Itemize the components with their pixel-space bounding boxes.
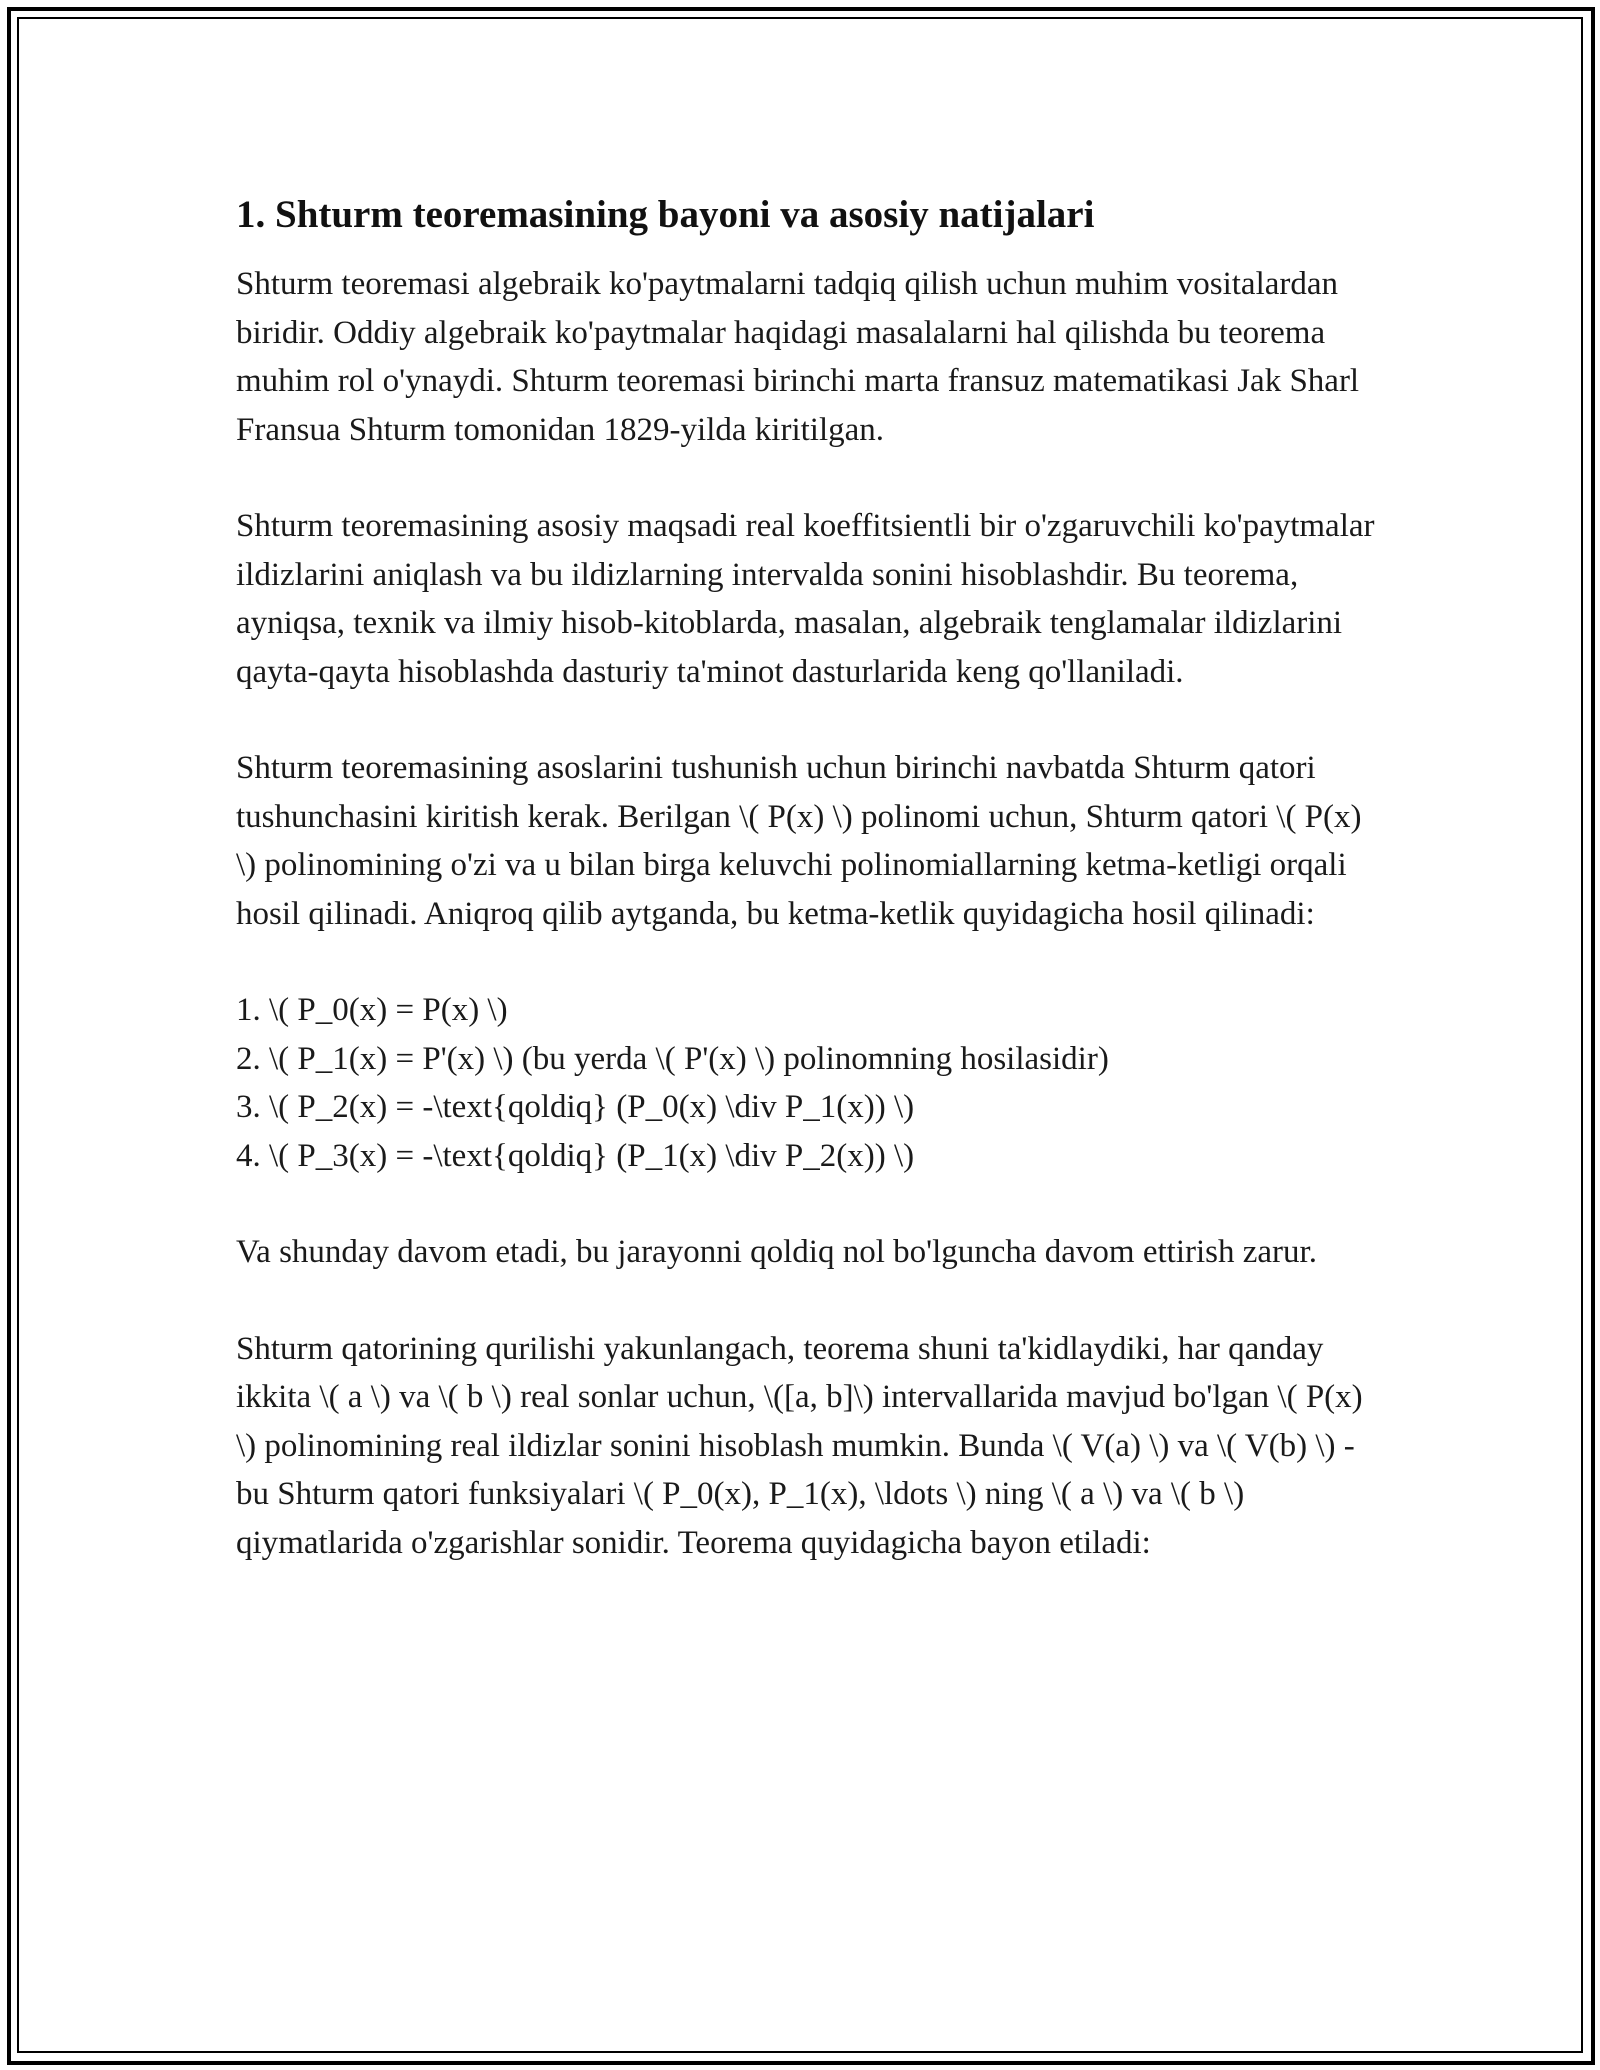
sturm-sequence-list [236, 986, 1386, 1180]
paragraph-theorem-intro: Shturm qatorining qurilishi yakunlangach, teorema shuni ta'kidlaydiki, har qanday ikkita \( a \) va \( b \) real sonlar uchun, \([a, b]\) intervallarida mavjud bo'lgan \( P(x) \) polinomining real ildizlar sonini hisoblash mumkin. Bunda \( V(a) \) va \( V(b) \) - bu Shturm qatori funksiyalari \( P_0(x), P_1(x), \ldots \) ning \( a \) va \( b \) qiymatlarida o'zgarishlar sonidir. Teorema quyidagicha bayon etiladi: [236, 1330, 1363, 1561]
paragraph-intro: Shturm teoremasi algebraik ko'paytmalarni tadqiq qilish uchun muhim vositalardan biridir. Oddiy algebraik ko'paytmalar haqidagi masalalarni hal qilishda bu teorema muhim rol o'ynaydi. Shturm teoremasi birinchi marta fransuz matematikasi Jak Sharl Fransua Shturm tomonidan 1829-yilda kiritilgan. [236, 266, 1360, 448]
list-item: 3. \( P_2(x) = -\text{qoldiq} (P_0(x) \div P_1(x)) \) [236, 1089, 915, 1125]
list-item: 4. \( P_3(x) = -\text{qoldiq} (P_1(x) \div P_2(x)) \) [236, 1137, 915, 1174]
paragraph-sturm-sequence: Shturm teoremasining asoslarini tushunish uchun birinchi navbatda Shturm qatori tushunchasini kiritish kerak. Berilgan \( P(x) \) polinomi uchun, Shturm qatori \( P(x) \) polinomining o'zi va u bilan birga keluvchi polinomiallarning ketma-ketligi orqali hosil qilinadi. Aniqroq qilib aytganda, bu ketma-ketlik quyidagicha hosil qilinadi: [236, 750, 1362, 932]
document-body [236, 188, 1386, 1615]
list-item: 2. \( P_1(x) = P'(x) \) (bu yerda \( P'(x) \) polinomning hosilasidir) [236, 1040, 1109, 1077]
list-item: 1. \( P_0(x) = P(x) \) [236, 992, 508, 1028]
paragraph-continuation: Va shunday davom etadi, bu jarayonni qoldiq nol bo'lguncha davom ettirish zarur. [236, 1234, 1317, 1270]
section-heading: 1. Shturm teoremasining bayoni va asosiy natijalari [236, 193, 1095, 236]
paragraph-purpose: Shturm teoremasining asosiy maqsadi real koeffitsientli bir o'zgaruvchili ko'paytmalar ildizlarini aniqlash va bu ildizlarning intervalda sonini hisoblashdir. Bu teorema, ayniqsa, texnik va ilmiy hisob-kitoblarda, masalan, algebraik tenglamalar ildizlarini qayta-qayta hisoblashda dasturiy ta'minot dasturlarida keng qo'llaniladi. [236, 508, 1375, 690]
